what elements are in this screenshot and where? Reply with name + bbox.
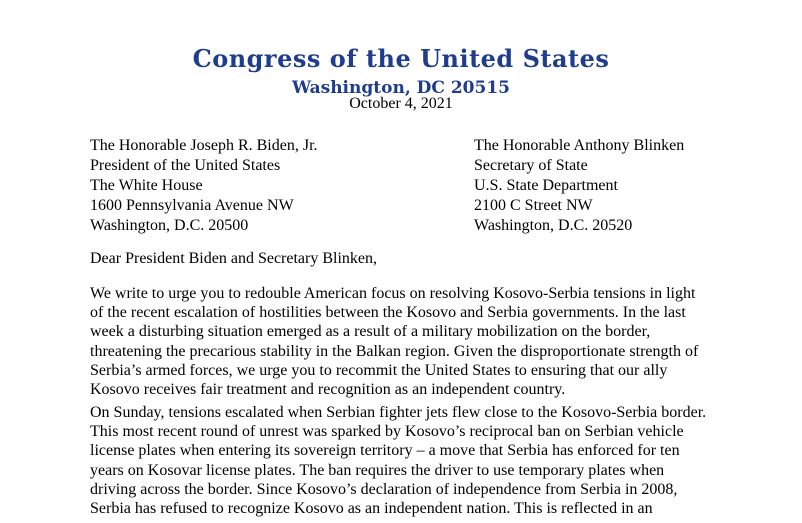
paragraph-line: years on Kosovar license plates. The ban requires the driver to use temporary plates when	[90, 461, 665, 479]
paragraph-line: We write to urge you to redouble American focus on resolving Kosovo-Serbia tensions in light	[90, 285, 696, 302]
address-line: U.S. State Department	[474, 177, 618, 194]
salutation: Dear President Biden and Secretary Blinken,	[90, 250, 378, 267]
letterhead-title: Congress of the United States	[192, 44, 610, 73]
address-line: Washington, D.C. 20520	[474, 217, 633, 234]
body-paragraph-2	[90, 403, 730, 518]
recipient-address-left	[90, 136, 318, 236]
body-paragraph-1	[90, 284, 730, 399]
paragraph-line: driving across the border. Since Kosovo’s declaration of independence from Serbia in 2008,	[90, 480, 678, 498]
paragraph-line: Serbia’s armed forces, we urge you to recommit the United States to ensuring that our ally	[90, 361, 668, 379]
paragraph-line: of the recent escalation of hostilities between the Kosovo and Serbia governments. In the last	[90, 304, 686, 322]
address-line: Washington, D.C. 20500	[90, 217, 249, 234]
paragraph-line: This most recent round of unrest was sparked by Kosovo’s reciprocal ban on Serbian vehicle	[90, 423, 684, 441]
address-line: The Honorable Anthony Blinken	[474, 137, 685, 154]
address-line: Secretary of State	[474, 157, 588, 174]
paragraph-line: On Sunday, tensions escalated when Serbian fighter jets flew close to the Kosovo-Serbia border.	[90, 404, 707, 421]
paragraph-line: Serbia has refused to recognize Kosovo as an independent nation. This is reflected in an	[90, 500, 653, 518]
letter-date: October 4, 2021	[349, 95, 453, 112]
address-line: The White House	[90, 177, 203, 194]
address-line: President of the United States	[90, 157, 281, 174]
paragraph-line: week a disturbing situation emerged as a result of a military mobilization on the border,	[90, 323, 651, 341]
address-line: 1600 Pennsylvania Avenue NW	[90, 197, 294, 214]
address-line: The Honorable Joseph R. Biden, Jr.	[90, 137, 318, 154]
address-line: 2100 C Street NW	[474, 197, 593, 214]
letterhead-subtitle: Washington, DC 20515	[292, 78, 510, 98]
recipient-address-right	[474, 136, 684, 236]
paragraph-line: Kosovo receives fair treatment and recognition as an independent country.	[90, 381, 566, 399]
paragraph-line: threatening the precarious stability in the Balkan region. Given the disproportionate strength of	[90, 342, 699, 360]
paragraph-line: license plates when entering its sovereign territory – a move that Serbia has enforced for ten	[90, 442, 680, 460]
